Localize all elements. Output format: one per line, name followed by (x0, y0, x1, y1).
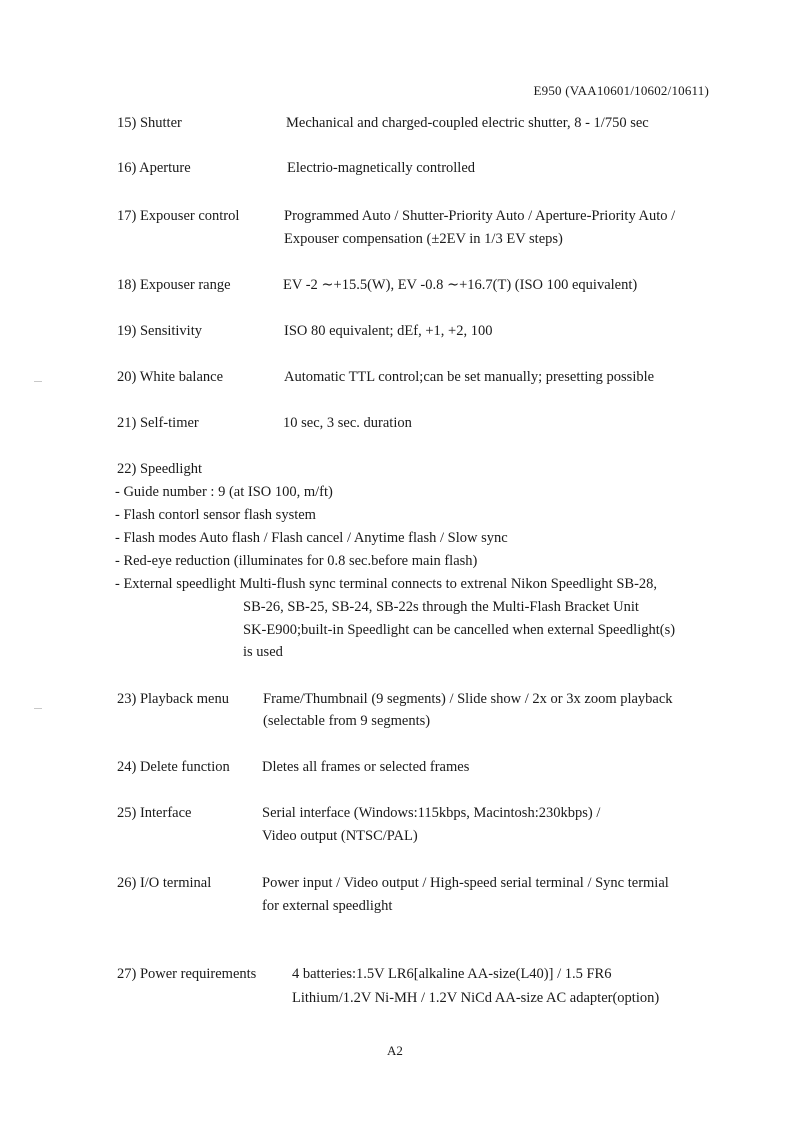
speedlight-heading: 22) Speedlight (117, 461, 202, 477)
spec-label: 25) Interface (117, 805, 192, 821)
speedlight-item: - External speedlight Multi-flush sync terminal connects to extrenal Nikon Speedlight SB-28, (115, 576, 658, 592)
spec-value: Frame/Thumbnail (9 segments) / Slide show / 2x or 3x zoom playback (263, 691, 673, 707)
spec-value: Programmed Auto / Shutter-Priority Auto / Aperture-Priority Auto / (284, 208, 676, 224)
scan-mark (34, 708, 42, 709)
spec-label: 20) White balance (117, 369, 224, 385)
spec-value: Electrio-magnetically controlled (287, 160, 476, 176)
spec-label: 23) Playback menu (117, 691, 229, 707)
spec-value: Serial interface (Windows:115kbps, Macintosh:230kbps) / (262, 805, 601, 821)
speedlight-item: - Red-eye reduction (illuminates for 0.8 sec.before main flash) (115, 553, 478, 569)
speedlight-item: - Guide number : 9 (at ISO 100, m/ft) (115, 484, 333, 500)
speedlight-item: - Flash modes Auto flash / Flash cancel / Anytime flash / Slow sync (115, 530, 508, 546)
spec-value: Power input / Video output / High-speed serial terminal / Sync termial (262, 875, 669, 891)
spec-label: 27) Power requirements (117, 966, 257, 982)
speedlight-continuation: SK-E900;built-in Speedlight can be cancelled when external Speedlight(s) (243, 622, 676, 638)
spec-value-line2: for external speedlight (262, 898, 393, 914)
spec-value-line2: Video output (NTSC/PAL) (262, 828, 418, 844)
spec-label: 18) Expouser range (117, 277, 231, 293)
spec-value: EV -2 ∼+15.5(W), EV -0.8 ∼+16.7(T) (ISO 100 equivalent) (283, 277, 638, 293)
spec-label: 24) Delete function (117, 759, 230, 775)
spec-value: Mechanical and charged-coupled electric shutter, 8 - 1/750 sec (286, 115, 649, 131)
scan-mark (34, 381, 42, 382)
spec-value: Dletes all frames or selected frames (262, 759, 470, 775)
spec-value-line2: Expouser compensation (±2EV in 1/3 EV steps) (284, 231, 563, 247)
page-number: A2 (387, 1043, 403, 1058)
spec-value: 4 batteries:1.5V LR6[alkaline AA-size(L40)] / 1.5 FR6 (292, 966, 612, 982)
spec-label: 26) I/O terminal (117, 875, 212, 891)
spec-label: 19) Sensitivity (117, 323, 202, 339)
speedlight-continuation: SB-26, SB-25, SB-24, SB-22s through the Multi-Flash Bracket Unit (243, 599, 639, 615)
spec-value: 10 sec, 3 sec. duration (283, 415, 412, 431)
spec-label: 15) Shutter (117, 115, 182, 131)
speedlight-continuation: is used (243, 644, 283, 660)
spec-label: 17) Expouser control (117, 208, 240, 224)
model-code-header: E950 (VAA10601/10602/10611) (533, 83, 709, 98)
spec-value-line2: (selectable from 9 segments) (263, 713, 431, 729)
spec-label: 16) Aperture (117, 160, 191, 176)
spec-value: Automatic TTL control;can be set manually; presetting possible (284, 369, 655, 385)
speedlight-item: - Flash contorl sensor flash system (115, 507, 316, 523)
spec-value: ISO 80 equivalent; dEf, +1, +2, 100 (284, 323, 493, 339)
spec-value-line2: Lithium/1.2V Ni-MH / 1.2V NiCd AA-size AC adapter(option) (292, 990, 660, 1006)
spec-label: 21) Self-timer (117, 415, 199, 431)
